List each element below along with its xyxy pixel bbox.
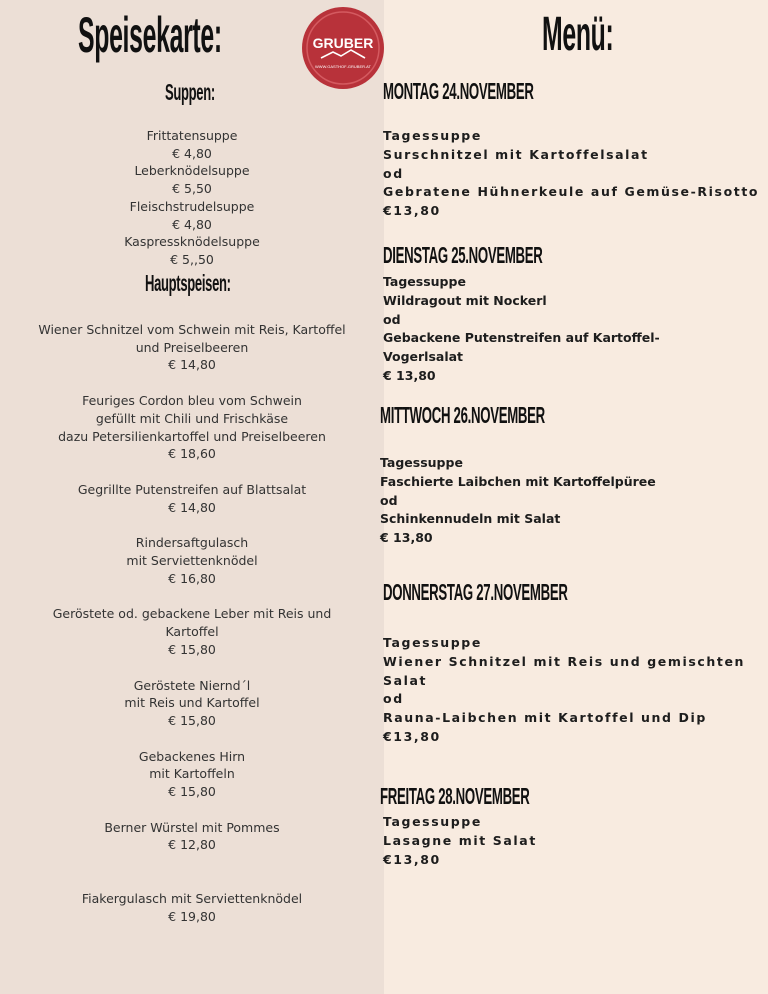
main-dish-line: Feuriges Cordon bleu vom Schwein xyxy=(82,393,302,409)
main-dish-line: gefüllt mit Chili und Frischkäse xyxy=(95,410,289,426)
main-dish-line: Geröstete Niernd´l xyxy=(133,677,251,693)
day-menu-thursday xyxy=(383,634,745,747)
main-dish-price: € 14,80 xyxy=(168,499,216,515)
menu-line: Gebratene Hühnerkeule auf Gemüse-Risotto xyxy=(383,184,760,200)
main-dish-line: Gegrillte Putenstreifen auf Blattsalat xyxy=(77,481,307,497)
main-dish-line: Rindersaftgulasch xyxy=(135,535,249,551)
day-menu-monday xyxy=(383,127,759,221)
menu-line: od xyxy=(383,691,404,707)
menu-price: €13,80 xyxy=(383,728,441,744)
main-dish xyxy=(0,481,384,516)
soups-list xyxy=(0,127,384,269)
menu-line: Tagessuppe xyxy=(383,128,482,143)
soup-name: Leberknödelsuppe xyxy=(134,163,250,179)
day-heading-friday: FREITAG 28.NOVEMBER xyxy=(380,783,530,810)
logo-name: GRUBER xyxy=(312,35,374,51)
menu-line: Schinkennudeln mit Salat xyxy=(380,511,561,527)
day-menu-friday xyxy=(383,813,537,869)
menu-line: Tagessuppe xyxy=(383,814,482,829)
day-heading-monday: MONTAG 24.NOVEMBER xyxy=(383,78,534,105)
speisekarte-title: Speisekarte: xyxy=(78,8,222,63)
menu-line: Rauna-Laibchen mit Kartoffel und Dip xyxy=(383,710,707,726)
day-menu-wednesday xyxy=(380,454,656,548)
main-dish-price: € 18,60 xyxy=(168,446,216,462)
menu-line: od xyxy=(383,165,404,181)
menu-line: od xyxy=(380,492,398,508)
menu-line: Vogerlsalat xyxy=(383,349,464,365)
menu-line: Tagessuppe xyxy=(383,635,482,650)
main-dish-line: Wiener Schnitzel vom Schwein mit Reis, Kartoffel xyxy=(38,322,346,337)
main-dish-line: Geröstete od. gebackene Leber mit Reis und xyxy=(52,606,332,622)
soup-name: Kaspressknödelsuppe xyxy=(124,234,260,250)
main-dish xyxy=(0,677,384,730)
soup-price: € 4,80 xyxy=(172,145,212,161)
menu-line: Faschierte Laibchen mit Kartoffelpüree xyxy=(380,473,656,489)
main-dish xyxy=(0,321,384,374)
menu-line: Gebackene Putenstreifen auf Kartoffel- xyxy=(383,330,660,346)
main-dish xyxy=(0,392,384,463)
menu-price: €13,80 xyxy=(383,851,441,867)
main-dish xyxy=(0,890,384,925)
main-dish-price: € 12,80 xyxy=(168,837,216,853)
main-dish xyxy=(0,748,384,801)
main-dish-price: € 16,80 xyxy=(168,570,216,586)
menu-line: od xyxy=(383,311,401,327)
main-dish xyxy=(0,534,384,587)
main-dish-line: dazu Petersilienkartoffel und Preiselbeeren xyxy=(58,428,326,444)
menu-price: € 13,80 xyxy=(380,530,433,546)
soup-name: Frittatensuppe xyxy=(146,128,238,143)
soup-price: € 5,,50 xyxy=(170,251,214,267)
soup-price: € 4,80 xyxy=(172,216,212,232)
menu-price: €13,80 xyxy=(383,203,441,219)
main-dish-price: € 19,80 xyxy=(168,908,216,924)
menu-line: Salat xyxy=(383,672,428,688)
day-menu-tuesday xyxy=(383,273,660,386)
mains-heading: Hauptspeisen: xyxy=(145,271,231,297)
main-dish-line: mit Reis und Kartoffel xyxy=(124,695,260,711)
main-dish-price: € 15,80 xyxy=(168,641,216,657)
day-heading-tuesday: DIENSTAG 25.NOVEMBER xyxy=(383,242,543,269)
menue-title: Menü: xyxy=(542,8,614,61)
mains-list xyxy=(0,321,384,926)
main-dish-price: € 15,80 xyxy=(168,784,216,800)
main-dish-line: mit Serviettenknödel xyxy=(126,553,258,569)
menu-line: Lasagne mit Salat xyxy=(383,832,537,848)
menu-line: Tagessuppe xyxy=(383,274,466,289)
main-dish-line: Fiakergulasch mit Serviettenknödel xyxy=(81,891,303,907)
day-heading-wednesday: MITTWOCH 26.NOVEMBER xyxy=(380,402,545,429)
main-dish-line: und Preiselbeeren xyxy=(135,339,249,355)
soups-heading: Suppen: xyxy=(165,80,215,106)
main-dish-price: € 15,80 xyxy=(168,712,216,728)
menu-line: Tagessuppe xyxy=(380,455,463,470)
main-dish-line: Gebackenes Hirn xyxy=(138,748,246,764)
gruber-logo xyxy=(301,6,385,90)
logo-url: WWW.GASTHOF-GRUBER.AT xyxy=(315,64,371,69)
main-dish xyxy=(0,605,384,658)
menu-line: Wiener Schnitzel mit Reis und gemischten xyxy=(383,653,746,669)
day-heading-thursday: DONNERSTAG 27.NOVEMBER xyxy=(383,579,568,606)
main-dish-price: € 14,80 xyxy=(168,357,216,373)
menu-line: Wildragout mit Nockerl xyxy=(383,292,547,308)
menu-price: € 13,80 xyxy=(383,367,436,383)
main-dish-line: Kartoffel xyxy=(165,624,219,640)
soup-name: Fleischstrudelsuppe xyxy=(129,198,255,214)
main-dish xyxy=(0,819,384,854)
menu-line: Surschnitzel mit Kartoffelsalat xyxy=(383,146,649,162)
soup-price: € 5,50 xyxy=(172,181,212,197)
main-dish-line: Berner Würstel mit Pommes xyxy=(104,819,280,835)
main-dish-line: mit Kartoffeln xyxy=(149,766,235,782)
